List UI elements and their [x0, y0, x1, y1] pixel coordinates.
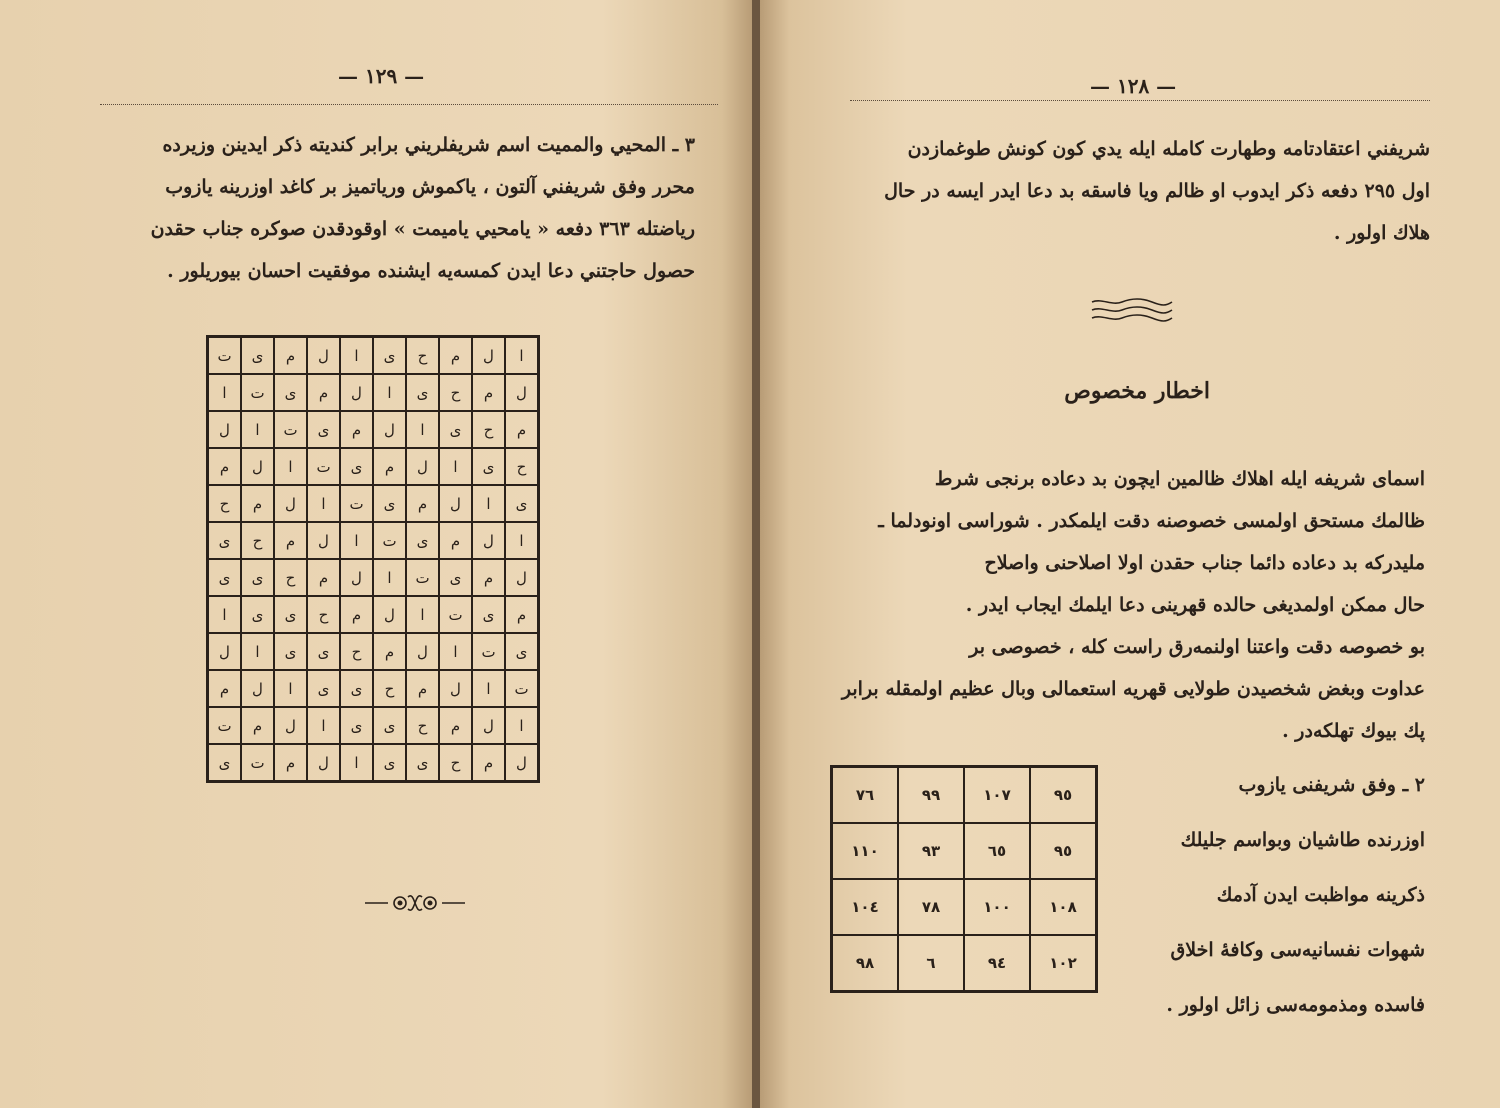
table-cell: ا	[373, 374, 406, 411]
table-cell: ل	[472, 337, 505, 375]
table-cell: ا	[274, 670, 307, 707]
table-cell: ل	[472, 522, 505, 559]
table-cell: ١٠٤	[832, 879, 899, 935]
table-cell: م	[472, 559, 505, 596]
table-cell: م	[307, 374, 340, 411]
table-cell: ح	[406, 337, 439, 375]
letter-grid-table	[206, 335, 540, 783]
table-cell: ل	[406, 448, 439, 485]
text-line: اوزرنده طاشيان وبواسم جليلك	[1180, 829, 1425, 851]
table-cell: ى	[208, 522, 242, 559]
table-row	[208, 670, 539, 707]
table-cell: ل	[307, 744, 340, 782]
table-cell: ى	[406, 522, 439, 559]
table-cell: ى	[340, 707, 373, 744]
table-cell: م	[241, 707, 274, 744]
text-line: پك بيوك تهلكه‌در .	[1282, 720, 1425, 742]
table-cell: ا	[241, 411, 274, 448]
table-cell: ت	[505, 670, 539, 707]
table-cell: ح	[472, 411, 505, 448]
table-row	[208, 337, 539, 375]
right-page	[760, 0, 1500, 1108]
table-cell: ت	[274, 411, 307, 448]
table-cell: ى	[406, 374, 439, 411]
table-cell: م	[274, 522, 307, 559]
table-cell: ى	[340, 670, 373, 707]
table-cell: ل	[274, 485, 307, 522]
table-cell: ح	[340, 633, 373, 670]
right-top-paragraph	[830, 128, 1430, 254]
table-cell: ا	[241, 633, 274, 670]
text-line: حصول حاجتني دعا ايدن كمسه‌يه ايشنده موفقيت احسان بيوريلور .	[167, 260, 695, 282]
table-cell: ا	[340, 337, 373, 375]
table-cell: ى	[307, 411, 340, 448]
text-line: اول ٢٩٥ دفعه ذكر ايدوب او ظالم ويا فاسقه بد دعا ايدر ايسه در حال	[884, 180, 1430, 202]
table-cell: ١٠٨	[1030, 879, 1097, 935]
table-cell: م	[472, 744, 505, 782]
table-cell: ٧٦	[832, 767, 899, 824]
table-cell: ل	[472, 707, 505, 744]
table-cell: م	[208, 448, 242, 485]
table-row	[832, 879, 1097, 935]
table-row	[208, 707, 539, 744]
text-line: هلاك اولور .	[1333, 222, 1430, 244]
table-cell: ح	[505, 448, 539, 485]
table-row	[208, 559, 539, 596]
table-cell: ا	[505, 337, 539, 375]
table-cell: م	[406, 485, 439, 522]
table-cell: ل	[274, 707, 307, 744]
table-cell: ا	[439, 448, 472, 485]
table-row	[208, 374, 539, 411]
table-cell: ى	[241, 337, 274, 375]
table-cell: ١٠٧	[964, 767, 1030, 824]
table-cell: ت	[241, 744, 274, 782]
left-paragraph	[95, 124, 695, 292]
text-line: فاسده ومذمومه‌سى زائل اولور .	[1166, 994, 1425, 1016]
table-cell: ى	[439, 411, 472, 448]
table-cell: ى	[373, 485, 406, 522]
table-cell: ت	[373, 522, 406, 559]
table-row	[208, 411, 539, 448]
table-cell: ا	[307, 485, 340, 522]
table-cell: ى	[505, 485, 539, 522]
table-cell: ح	[307, 596, 340, 633]
table-cell: ٩٤	[964, 935, 1030, 992]
table-cell: ى	[472, 448, 505, 485]
right-main-paragraph	[825, 458, 1425, 752]
table-cell: ١٠٠	[964, 879, 1030, 935]
text-line: حال ممكن اولمديغى حالده قهرينى دعا ايلمك ايجاب ايدر .	[965, 594, 1425, 616]
table-cell: ل	[373, 596, 406, 633]
table-cell: ٩٥	[1030, 767, 1097, 824]
table-cell: ا	[208, 596, 242, 633]
table-cell: ا	[340, 522, 373, 559]
table-cell: م	[439, 337, 472, 375]
wave-separator-icon	[1090, 296, 1174, 324]
table-cell: ٦	[898, 935, 964, 992]
table-cell: م	[373, 633, 406, 670]
table-cell: ل	[373, 411, 406, 448]
left-header-rule	[100, 104, 718, 105]
table-cell: ا	[472, 670, 505, 707]
table-cell: م	[340, 596, 373, 633]
table-row	[208, 448, 539, 485]
table-cell: ى	[307, 670, 340, 707]
table-cell: ى	[505, 633, 539, 670]
table-cell: م	[472, 374, 505, 411]
table-cell: ل	[406, 633, 439, 670]
table-cell: ى	[274, 596, 307, 633]
table-cell: ل	[505, 744, 539, 782]
table-cell: ٦٥	[964, 823, 1030, 879]
table-cell: ل	[505, 374, 539, 411]
table-row	[832, 935, 1097, 992]
table-row	[832, 823, 1097, 879]
table-cell: ت	[241, 374, 274, 411]
table-cell: ح	[241, 522, 274, 559]
table-cell: ا	[439, 633, 472, 670]
table-cell: ا	[406, 596, 439, 633]
table-cell: ا	[208, 374, 242, 411]
table-row	[208, 596, 539, 633]
table-cell: ل	[340, 559, 373, 596]
table-cell: ل	[241, 448, 274, 485]
table-cell: م	[439, 707, 472, 744]
table-cell: م	[340, 411, 373, 448]
text-line: ظالمك مستحق اولمسى خصوصنه دقت ايلمكدر . شوراسى اونودلما ـ	[878, 510, 1425, 532]
table-cell: م	[274, 337, 307, 375]
table-row	[208, 744, 539, 782]
table-cell: ل	[241, 670, 274, 707]
table-row	[208, 485, 539, 522]
table-cell: ٩٣	[898, 823, 964, 879]
table-cell: ا	[307, 707, 340, 744]
ornament-icon	[360, 890, 470, 916]
table-cell: ٩٨	[832, 935, 899, 992]
table-cell: ت	[472, 633, 505, 670]
table-cell: ح	[439, 374, 472, 411]
table-cell: ى	[274, 374, 307, 411]
table-cell: ت	[307, 448, 340, 485]
table-row	[832, 767, 1097, 824]
left-page-number: — ١٢٩ —	[338, 64, 425, 88]
table-cell: ا	[274, 448, 307, 485]
table-cell: ى	[373, 337, 406, 375]
table-cell: ل	[439, 485, 472, 522]
table-cell: ى	[241, 559, 274, 596]
table-cell: م	[208, 670, 242, 707]
table-cell: ى	[274, 633, 307, 670]
table-cell: م	[373, 448, 406, 485]
text-line: ٢ ـ وفق شريفنى يازوب	[1238, 774, 1425, 796]
text-line: محرر وفق شريفني آلتون ، ياكموش ورياتميز بر كاغد اوزرينه يازوب	[165, 176, 695, 198]
table-row	[208, 633, 539, 670]
table-cell: ح	[373, 670, 406, 707]
table-cell: ى	[472, 596, 505, 633]
table-cell: ى	[307, 633, 340, 670]
table-row	[208, 522, 539, 559]
table-cell: ل	[307, 522, 340, 559]
table-cell: م	[439, 522, 472, 559]
text-line: ذكرينه مواظبت ايدن آدمك	[1216, 884, 1425, 906]
table-cell: ا	[505, 707, 539, 744]
table-cell: ا	[340, 744, 373, 782]
table-cell: ا	[472, 485, 505, 522]
table-cell: ى	[439, 559, 472, 596]
right-side-paragraph	[1105, 758, 1425, 1033]
table-cell: ى	[373, 744, 406, 782]
table-cell: م	[307, 559, 340, 596]
table-cell: م	[406, 670, 439, 707]
text-line: رياضتله ٣٦٣ دفعه « يامحيي ياميمت » اوقودقدن صوكره جناب حقدن	[150, 218, 695, 240]
table-cell: ى	[241, 596, 274, 633]
text-line: بو خصوصه دقت واعتنا اولنمه‌رق راست كله ، خصوصى بر	[969, 636, 1425, 658]
book-gutter	[752, 0, 760, 1108]
table-cell: ح	[208, 485, 242, 522]
text-line: اسماى شريفه ايله اهلاك ظالمين ايچون بد دعاده برنجى شرط	[934, 468, 1425, 490]
table-cell: ١٠٢	[1030, 935, 1097, 992]
table-cell: ا	[505, 522, 539, 559]
table-cell: ح	[439, 744, 472, 782]
table-cell: ى	[340, 448, 373, 485]
text-line: شهوات نفسانيه‌سى وكافه‌ٔ اخلاق	[1170, 939, 1425, 961]
table-cell: ت	[340, 485, 373, 522]
table-cell: م	[241, 485, 274, 522]
table-cell: ى	[406, 744, 439, 782]
table-cell: م	[274, 744, 307, 782]
table-cell: ح	[406, 707, 439, 744]
table-cell: ح	[274, 559, 307, 596]
table-cell: ى	[208, 559, 242, 596]
text-line: شريفني اعتقادتامه وطهارت كامله ايله يدي كون كونش طوغمازدن	[907, 138, 1430, 160]
text-line: ٣ ـ المحيي والمميت اسم شريفلريني برابر كنديته ذكر ايدينن وزيرده	[162, 134, 695, 156]
magic-square-table	[830, 765, 1098, 993]
table-cell: ١١٠	[832, 823, 899, 879]
table-cell: ت	[208, 337, 242, 375]
table-cell: ل	[439, 670, 472, 707]
table-cell: ل	[208, 633, 242, 670]
table-cell: م	[505, 411, 539, 448]
table-cell: ل	[208, 411, 242, 448]
table-cell: ت	[439, 596, 472, 633]
right-page-number: — ١٢٨ —	[1090, 74, 1177, 98]
table-cell: ى	[208, 744, 242, 782]
table-cell: ت	[406, 559, 439, 596]
table-cell: ل	[505, 559, 539, 596]
table-cell: ٧٨	[898, 879, 964, 935]
text-line: مليدركه بد دعاده دائما جناب حقدن اولا اصلاحنى واصلاح	[984, 552, 1425, 574]
table-cell: ل	[340, 374, 373, 411]
table-cell: ا	[373, 559, 406, 596]
table-cell: ى	[373, 707, 406, 744]
table-cell: ٩٩	[898, 767, 964, 824]
text-line: عداوت وبغض شخصيدن طولايى قهريه استعمالى وبال عظيم اولمقله برابر	[841, 678, 1425, 700]
table-cell: ت	[208, 707, 242, 744]
table-cell: ا	[406, 411, 439, 448]
section-heading: اخطار مخصوص	[1064, 378, 1210, 404]
table-cell: ل	[307, 337, 340, 375]
table-cell: ٩٥	[1030, 823, 1097, 879]
right-header-rule	[850, 100, 1430, 101]
table-cell: م	[505, 596, 539, 633]
